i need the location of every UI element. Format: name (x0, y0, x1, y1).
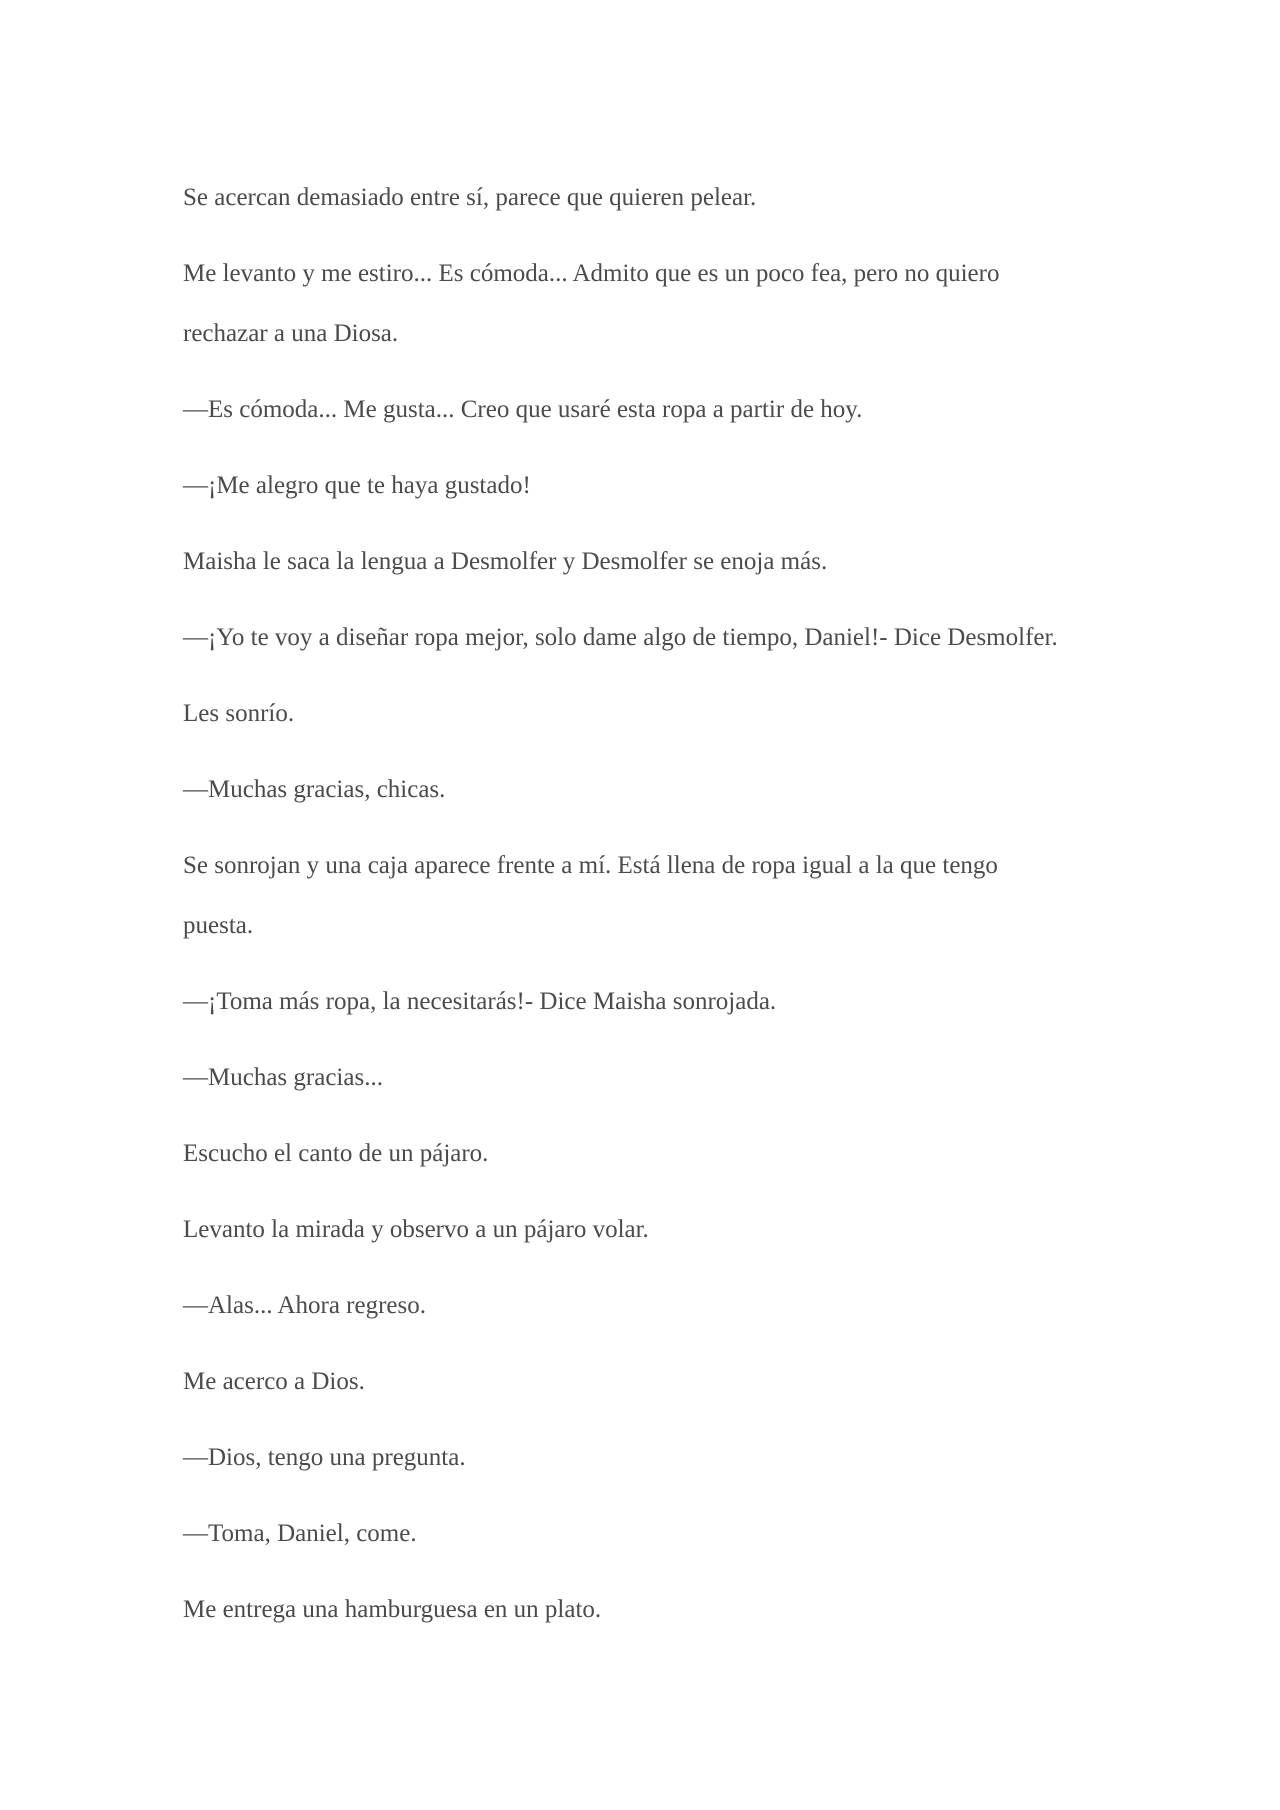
dialogue-line: —¡Yo te voy a diseñar ropa mejor, solo dame algo de tiempo, Daniel!- Dice Desmolfer. (183, 624, 1058, 651)
paragraph-line: Maisha le saca la lengua a Desmolfer y Desmolfer se enoja más. (183, 548, 828, 575)
paragraph-line: Me entrega una hamburguesa en un plato. (183, 1596, 602, 1623)
paragraph-line: Escucho el canto de un pájaro. (183, 1140, 489, 1167)
dialogue-line: —Alas... Ahora regreso. (183, 1292, 426, 1319)
paragraph-line: Me levanto y me estiro... Es cómoda... Admito que es un poco fea, pero no quiero (183, 260, 1000, 287)
paragraph-line: puesta. (183, 912, 254, 939)
dialogue-line: —Muchas gracias... (183, 1064, 383, 1091)
dialogue-line: —Es cómoda... Me gusta... Creo que usaré esta ropa a partir de hoy. (183, 396, 863, 423)
dialogue-line: —Dios, tengo una pregunta. (183, 1444, 466, 1471)
dialogue-line: —Toma, Daniel, come. (183, 1520, 417, 1547)
paragraph-line: Se acercan demasiado entre sí, parece que quieren pelear. (183, 184, 757, 211)
dialogue-line: —¡Me alegro que te haya gustado! (183, 472, 531, 499)
dialogue-line: —¡Toma más ropa, la necesitarás!- Dice Maisha sonrojada. (183, 988, 777, 1015)
dialogue-line: —Muchas gracias, chicas. (183, 776, 446, 803)
paragraph-line: Me acerco a Dios. (183, 1368, 365, 1395)
paragraph-line: Se sonrojan y una caja aparece frente a mí. Está llena de ropa igual a la que tengo (183, 852, 998, 879)
paragraph-line: rechazar a una Diosa. (183, 320, 399, 347)
paragraph-line: Les sonrío. (183, 700, 295, 727)
paragraph-line: Levanto la mirada y observo a un pájaro volar. (183, 1216, 649, 1243)
